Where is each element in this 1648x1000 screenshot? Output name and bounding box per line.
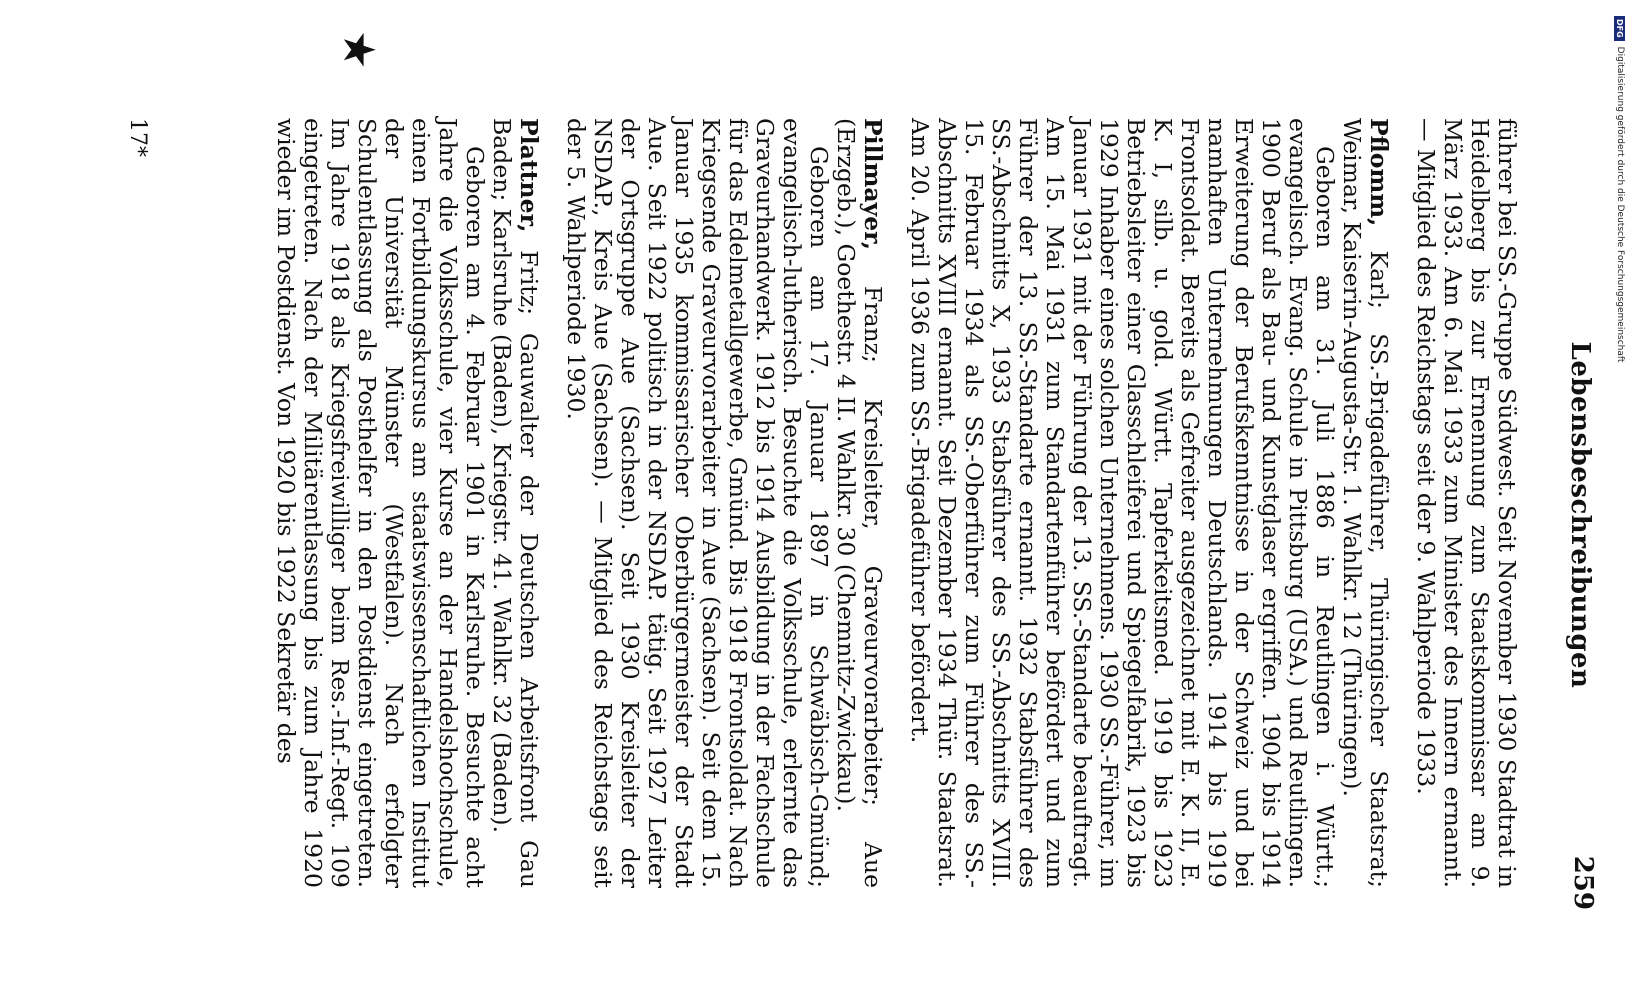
entry-heading: [488, 118, 542, 888]
page-body: [272, 118, 1520, 888]
entry-body: Geboren am 31. Juli 1886 in Reutlingen i. Württ.; evangelisch. Evang. Schule in Pittsburg (USA.) und Reutlingen. 1900 Beruf als Bau- und Kunstglaser ergriffen. 1904 bis 1914 Erweiterung der Berufskenntnisse in der Schweiz und bei namhaften Unternehmungen Deutschlands. 1914 bis 1919 Frontsoldat. Bereits als Gefreiter ausgezeichnet mit E. K. II, E. K. I, silb. u. gold. Württ. Tapferkeitsmed. 1919 bis 1923 Betriebsleiter einer Glasschleiferei und Spiegelfabrik, 1923 bis 1929 Inhaber eines solchen Unternehmens. 1930 SS.-Führer, im Januar 1931 mit der Führung der 13. SS.-Standarte beauftragt. Am 15. Mai 1931 zum Standartenführer befördert und zum Führer der 13. SS.-Standarte ernannt. 1932 Stabsführer des SS.-Abschnitts X, 1933 Stabsführer des SS.-Abschnitts XVIII. 15. Februar 1934 als SS.-Oberführer zum Führer des SS.-Abschnitts XVIII ernannt. Seit Dezember 1934 Thür. Staatsrat. Am 20. April 1936 zum SS.-Brigadeführer befördert.: [906, 118, 1339, 888]
biography-entry: [562, 118, 886, 888]
entry-body: Geboren am 4. Februar 1901 in Karlsruhe. Besuchte acht Jahre die Volksschule, vier Kurse an der Handelshochschule, einen Fortbildungskursus am staatswissenschaftlichen Institut der Universität Münster (Westfalen). Nach erfolgter Schulentlassung als Posthelfer in den Postdienst eingetreten. Im Jahre 1918 als Kriegsfreiwilliger beim Res.-Inf.-Regt. 109 eingetreten. Nach der Militärentlassung bis zum Jahre 1920 wieder im Postdienst. Von 1920 bis 1922 Sekretär des: [272, 118, 489, 888]
dfg-logo: DFG: [1615, 16, 1626, 41]
entry-name: Plattner,: [515, 118, 543, 233]
entry-head-text: Franz; Kreisleiter, Graveurvorarbeiter; Aue (Erzgeb.), Goethestr. 4 II. Wahlkr. 30 (Chemnitz-Zwickau).: [832, 118, 887, 888]
entry-body: Geboren am 17. Januar 1897 in Schwäbisch-Gmünd; evangelisch-lutherisch. Besuchte die Volksschule, erlernte das Graveurhandwerk. 1912 bis 1914 Ausbildung in der Fachschule für das Edelmetallgewerbe, Gmünd. Bis 1918 Frontsoldat. Nach Kriegsende Graveurvorarbeiter in Aue (Sachsen). Seit dem 15. Januar 1935 kommissarischer Oberbürgermeister der Stadt Aue. Seit 1922 politisch in der NSDAP. tätig. Seit 1927 Leiter der Ortsgruppe Aue (Sachsen). Seit 1930 Kreisleiter der NSDAP., Kreis Aue (Sachsen). — Mitglied des Reichstags seit der 5. Wahlperiode 1930.: [562, 118, 833, 888]
entry-name: Pflomm,: [1365, 118, 1393, 227]
biography-entry: [906, 118, 1392, 888]
page-number: 259: [1568, 855, 1598, 910]
entry-heading: [832, 118, 886, 888]
entry-name: Pillmayer,: [859, 118, 887, 251]
entry-head-text: Karl; SS.-Brigadeführer, Thüringischer Staatsrat; Weimar, Kaiserin-Augusta-Str. 1. Wahlkr. 12 (Thüringen).: [1338, 118, 1393, 888]
digitization-sidebar: [1596, 0, 1636, 1000]
margin-star-mark: ★: [333, 30, 384, 70]
biography-entry: [272, 118, 542, 888]
sheet-signature: 17*: [125, 118, 150, 157]
entry-head-text: Fritz; Gauwalter der Deutschen Arbeitsfront Gau Baden; Karlsruhe (Baden), Kriegstr. 41. Wahlkr. 32 (Baden).: [488, 118, 543, 888]
digitization-credit: Digitalisierung gefördert durch die Deutsche Forschungsgemeinschaft: [1615, 46, 1625, 363]
continuation-paragraph: führer bei SS.-Gruppe Südwest. Seit November 1930 Stadtrat in Heidelberg bis zur Ernennung zum Staatskommissar am 9. März 1933. Am 6. Mai 1933 zum Minister des Innern ernannt. — Mitglied des Reichstags seit der 9. Wahlperiode 1933.: [1412, 118, 1521, 888]
running-head: [1560, 120, 1600, 910]
page-title: Lebensbeschreibungen: [1565, 341, 1595, 689]
entry-heading: [1338, 118, 1392, 888]
